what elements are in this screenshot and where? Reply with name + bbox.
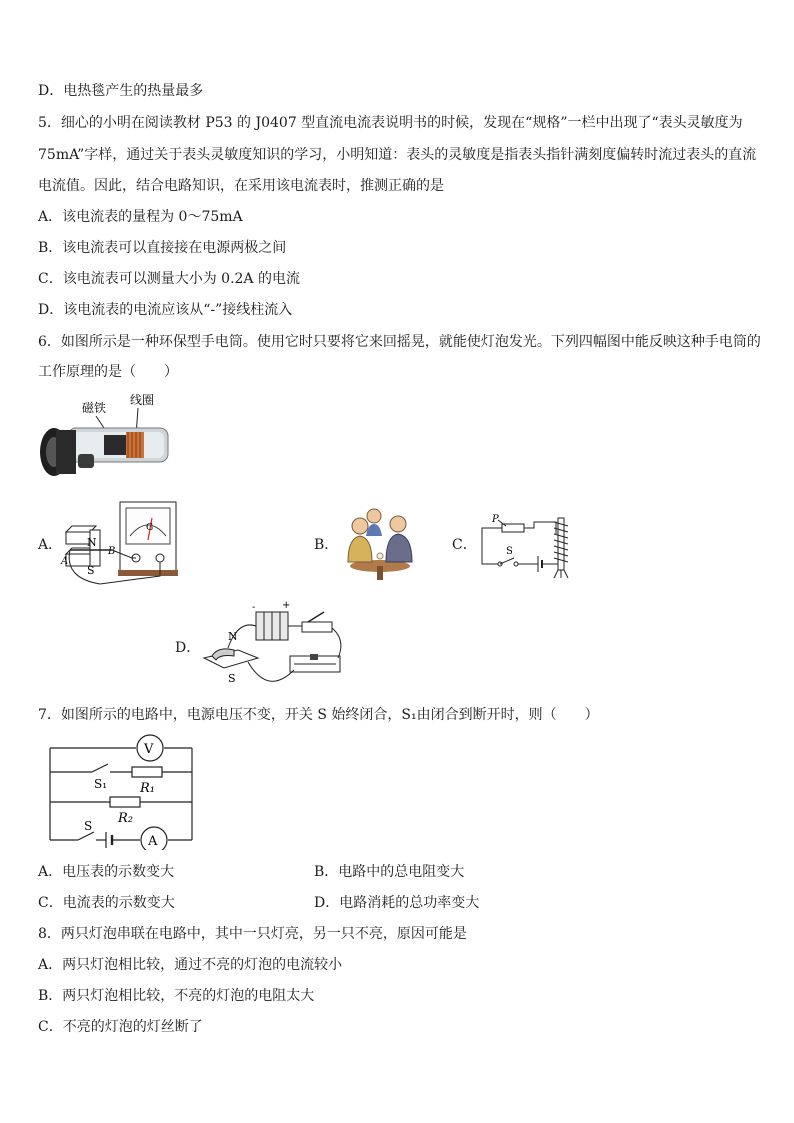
q7-option-d: D．电路消耗的总功率变大 <box>314 895 480 911</box>
q6-stem-line-1: 6．如图所示是一种环保型手电筒。使用它时只要将它来回摇晃，就能使灯泡发光。下列四幅图中能反映这种手电筒的 <box>38 334 761 350</box>
q5-stem-line-1: 5．细心的小明在阅读教材 P53 的 J0407 型直流电流表说明书的时候，发现在“规格”一栏中出现了“表头灵敏度为 <box>38 115 743 131</box>
ammeter-a-label: A <box>148 834 158 849</box>
switch-s-label: S <box>84 819 93 833</box>
q6-option-a-figure <box>60 500 180 586</box>
q8-option-a: A．两只灯泡相比较，通过不亮的灯泡的电流较小 <box>38 957 343 973</box>
figa-b-label: B <box>108 546 116 557</box>
resistor-r2 <box>110 797 140 807</box>
q5-option-a: A．该电流表的量程为 0～75mA <box>38 209 243 225</box>
figd-plus-label: + <box>282 600 291 611</box>
q7-circuit-diagram <box>44 734 214 850</box>
q6-option-a-label: A． <box>38 537 63 553</box>
q6-option-b-figure <box>340 506 420 582</box>
figa-s-label: S <box>87 564 95 577</box>
switch-s1-label: S₁ <box>94 777 108 791</box>
figa-n-label: N <box>87 536 97 549</box>
resistor-r1-label: R₁ <box>140 781 155 796</box>
q4-option-d: D．电热毯产生的热量最多 <box>38 83 204 99</box>
q5-stem-line-2: 75mA”字样，通过关于表头灵敏度知识的学习，小明知道：表头的灵敏度是指表头指针满刻度偏转时流过表头的直流 <box>38 147 757 163</box>
q7-stem-line-1: 7．如图所示的电路中，电源电压不变，开关 S 始终闭合，S₁由闭合到断开时，则（ ） <box>38 707 599 723</box>
figd-minus-label: - <box>252 602 256 613</box>
q5-option-b: B．该电流表可以直接接在电源两极之间 <box>38 240 287 256</box>
q8-option-c: C．不亮的灯泡的灯丝断了 <box>38 1019 203 1035</box>
q6-option-c-label: C． <box>452 537 477 553</box>
figc-p-label: P <box>492 514 499 525</box>
q5-option-d: D．该电流表的电流应该从“-”接线柱流入 <box>38 302 293 318</box>
figd-s-label: S <box>228 672 236 685</box>
q5-option-c: C．该电流表可以测量大小为 0.2A 的电流 <box>38 271 300 287</box>
q6-option-b-label: B． <box>314 537 339 553</box>
coil-label: 线圈 <box>130 393 155 407</box>
q7-option-b: B．电路中的总电阻变大 <box>314 864 465 880</box>
q6-option-d-figure <box>198 600 348 696</box>
voltmeter-v-label: V <box>144 742 154 757</box>
q6-option-c-figure <box>478 508 584 580</box>
magnet-label: 磁铁 <box>82 401 107 415</box>
q7-option-a: A．电压表的示数变大 <box>38 864 175 880</box>
figd-n-label: N <box>228 630 238 643</box>
q8-stem-line-1: 8．两只灯泡串联在电路中，其中一只灯亮，另一只不亮，原因可能是 <box>38 926 467 942</box>
galvanometer-g-label: G <box>146 523 154 533</box>
q5-stem-line-3: 电流值。因此，结合电路知识，在采用该电流表时，推测正确的是 <box>38 178 444 194</box>
q6-option-d-label: D． <box>175 640 201 656</box>
q6-stem-line-2: 工作原理的是（ ） <box>38 364 178 380</box>
flashlight-figure <box>38 392 173 490</box>
figc-s-label: S <box>506 546 513 557</box>
q8-option-b: B．两只灯泡相比较，不亮的灯泡的电阻太大 <box>38 988 315 1004</box>
q7-option-c: C．电流表的示数变大 <box>38 895 175 911</box>
resistor-r2-label: R₂ <box>118 811 133 826</box>
resistor-r1 <box>132 767 162 777</box>
figa-a-label: A <box>61 556 69 567</box>
